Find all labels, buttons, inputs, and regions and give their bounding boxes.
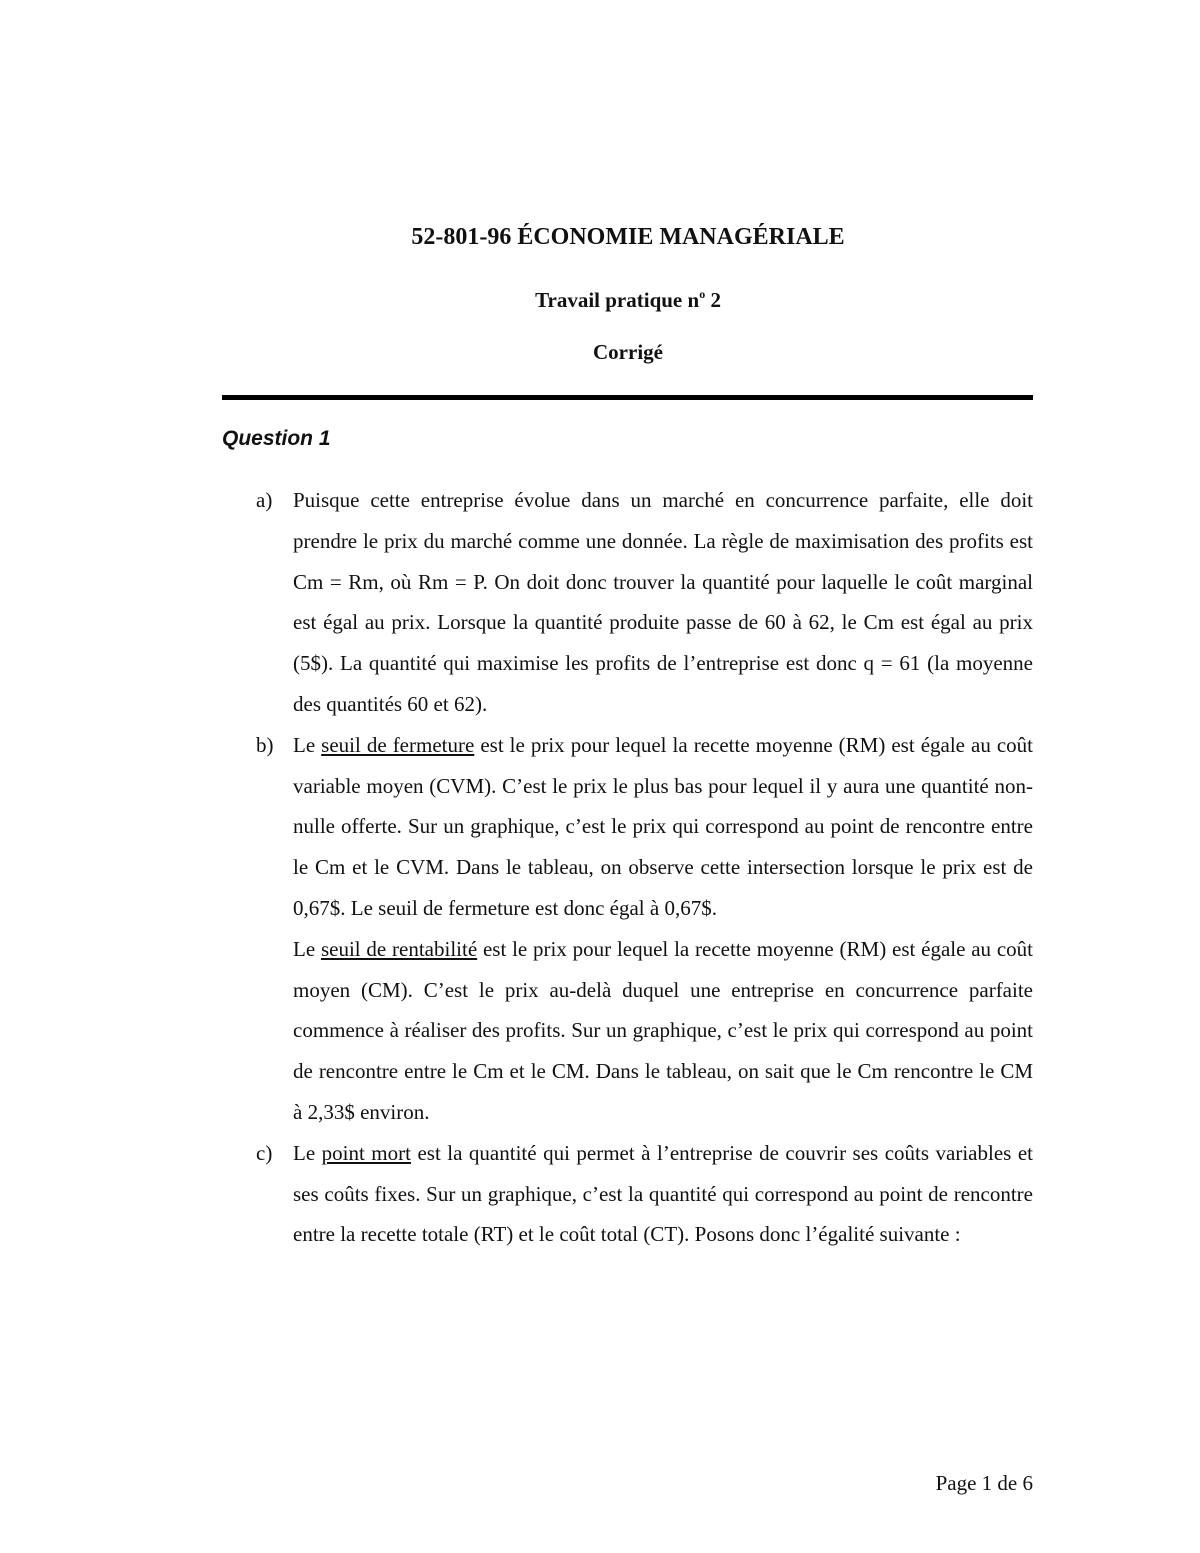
term-point-mort: point mort [321, 1140, 411, 1165]
paragraph-lead: Le [293, 1140, 322, 1165]
paragraph-body: est le prix pour lequel la recette moyenne (RM) est égale au coût variable moyen (CVM). C’est le prix le plus bas pour lequel il y aura une quantité non-nulle offerte. Sur un graphique, c’est le prix qui correspond au point de rencontre entre le Cm et le CVM. Dans le tableau, on observe cette intersection lorsque le prix est de 0,67$. Le seuil de fermeture est donc égal à 0,67$. [293, 732, 1033, 920]
answer-item-c [256, 1133, 1033, 1255]
answer-paragraph-shutdown [293, 725, 1033, 929]
term-seuil-rentabilite: seuil de rentabilité [320, 936, 478, 961]
term-seuil-fermeture: seuil de fermeture [321, 732, 475, 757]
answer-item-b [256, 725, 1033, 1133]
course-title: 52-801-96 ÉCONOMIE MANAGÉRIALE [411, 224, 845, 250]
answer-paragraph-point-mort [293, 1133, 1033, 1255]
paragraph-lead: Le [293, 936, 321, 961]
assignment-title-text: Travail pratique n [535, 288, 700, 312]
answer-paragraph-breakeven [293, 929, 1033, 1133]
page-number: Page 1 de 6 [935, 1471, 1033, 1495]
paragraph-body: est la quantité qui permet à l’entreprise de couvrir ses coûts variables et ses coûts fixes. Sur un graphique, c’est la quantité qui correspond au point de rencontre entre la recette totale (RT) et le coût total (CT). Posons donc l’égalité suivante : [293, 1140, 1033, 1247]
horizontal-rule [222, 395, 1033, 400]
answer-text: Puisque cette entreprise évolue dans un marché en concurrence parfaite, elle doit prendre le prix du marché comme une donnée. La règle de maximisation des profits est Cm = Rm, où Rm = P. On doit donc trouver la quantité pour laquelle le coût marginal est égal au prix. Lorsque la quantité produite passe de 60 à 62, le Cm est égal au prix (5$). La quantité qui maximise les profits de l’entreprise est donc q = 61 (la moyenne des quantités 60 et 62). [293, 488, 1033, 716]
answer-item-a [256, 480, 1033, 725]
answer-label: b) [256, 732, 274, 757]
assignment-number: 2 [705, 288, 721, 312]
assignment-title-sup: o [699, 287, 706, 301]
paragraph-lead: Le [293, 732, 322, 757]
question-heading: Question 1 [222, 427, 331, 450]
answer-label: a) [256, 488, 273, 512]
document-subtitle: Corrigé [593, 340, 663, 364]
paragraph-body: est le prix pour lequel la recette moyenne (RM) est égale au coût moyen (CM). C’est le prix au-delà duquel une entreprise en concurrence parfaite commence à réaliser des profits. Sur un graphique, c’est le prix qui correspond au point de rencontre entre le Cm et le CM. Dans le tableau, on sait que le Cm rencontre le CM à 2,33$ environ. [293, 936, 1033, 1124]
answer-label: c) [256, 1140, 273, 1165]
assignment-title [0, 287, 1200, 313]
answer-list [0, 480, 1200, 1255]
